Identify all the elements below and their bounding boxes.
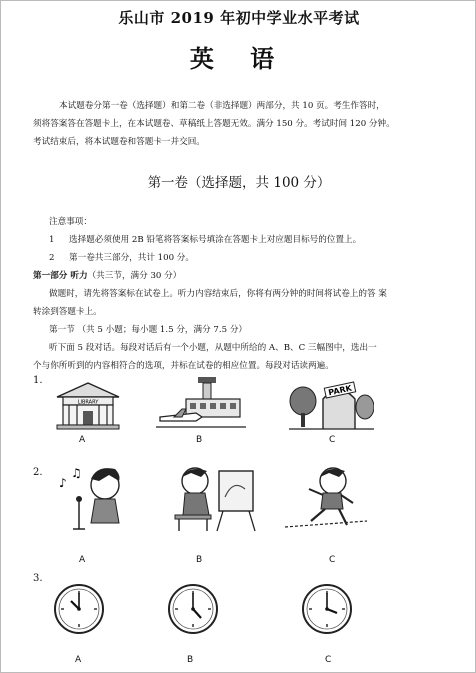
svg-text:♪: ♪ xyxy=(59,476,67,490)
intro-line-1: 本试题卷分第一卷（选择题）和第二卷（非选择题）两部分，共 10 页。考生作答时， xyxy=(59,101,385,111)
notes-item-1: 选择题必须使用 2B 铅笔将答案标号填涂在答题卡上对应题目标号的位置上。 xyxy=(69,235,362,245)
option-label: C xyxy=(325,655,332,665)
option-label: A xyxy=(79,555,86,565)
intro-line-2: 须将答案答在答题卡上，在本试题卷、草稿纸上答题无效。满分 150 分。考试时间 120 分钟。 xyxy=(33,119,395,129)
clock-icon xyxy=(53,583,105,635)
part1-line-1: 做题时，请先将答案标在试卷上。听力内容结束后，你将有两分钟的时间将试卷上的答 案 xyxy=(49,289,387,299)
question-number: 2. xyxy=(33,467,43,478)
option-label: A xyxy=(79,435,86,445)
part1-line-2: 转涂到答题卡上。 xyxy=(33,307,102,317)
section1-title: 第一节 （共 5 小题；每小题 1.5 分，满分 7.5 分） xyxy=(49,325,248,335)
option-label: B xyxy=(187,655,194,665)
option-label: A xyxy=(75,655,82,665)
exam-title: 乐山市 2019 年初中学业水平考试 xyxy=(118,9,360,27)
notes-item-2-number: 2 xyxy=(49,253,55,263)
option-label: C xyxy=(329,435,336,445)
boy-painting-icon xyxy=(169,463,259,533)
park-icon xyxy=(289,379,374,434)
airport-icon xyxy=(156,373,246,433)
part1-heading: 第一部分 听力 xyxy=(33,271,88,281)
library-icon xyxy=(53,379,123,431)
svg-text:♫: ♫ xyxy=(71,466,82,480)
notes-item-1-number: 1 xyxy=(49,235,55,245)
library-sign: LIBRARY xyxy=(77,399,99,406)
clock-icon xyxy=(167,583,219,635)
option-label: C xyxy=(329,555,336,565)
notes-item-2: 第一卷共三部分，共计 100 分。 xyxy=(69,253,194,263)
subject-title: 英 语 xyxy=(189,44,289,73)
option-label: B xyxy=(196,555,203,565)
boy-running-icon xyxy=(281,463,371,533)
clock-icon xyxy=(301,583,353,635)
notes-heading: 注意事项： xyxy=(49,217,92,227)
part1-heading-row xyxy=(33,267,181,285)
intro-line-3: 考试结束后，将本试题卷和答题卡一并交回。 xyxy=(33,137,205,147)
question-number: 3. xyxy=(33,573,43,584)
boy-singing-icon xyxy=(53,463,133,533)
section1-instruction-1: 听下面 5 段对话。每段对话后有一个小题，从题中所给的 A、B、C 三幅图中，选出一 xyxy=(49,343,377,353)
option-label: B xyxy=(196,435,203,445)
section1-instruction-2: 个与你所听到的内容相符合的选项，并标在试卷的相应位置。每段对话读两遍。 xyxy=(33,361,334,371)
volume-title: 第一卷（选择题，共 100 分） xyxy=(147,175,331,191)
question-number: 1. xyxy=(33,375,43,386)
park-sign: PARK xyxy=(327,383,353,398)
part1-heading-meta: （共三节，满分 30 分） xyxy=(87,271,182,281)
